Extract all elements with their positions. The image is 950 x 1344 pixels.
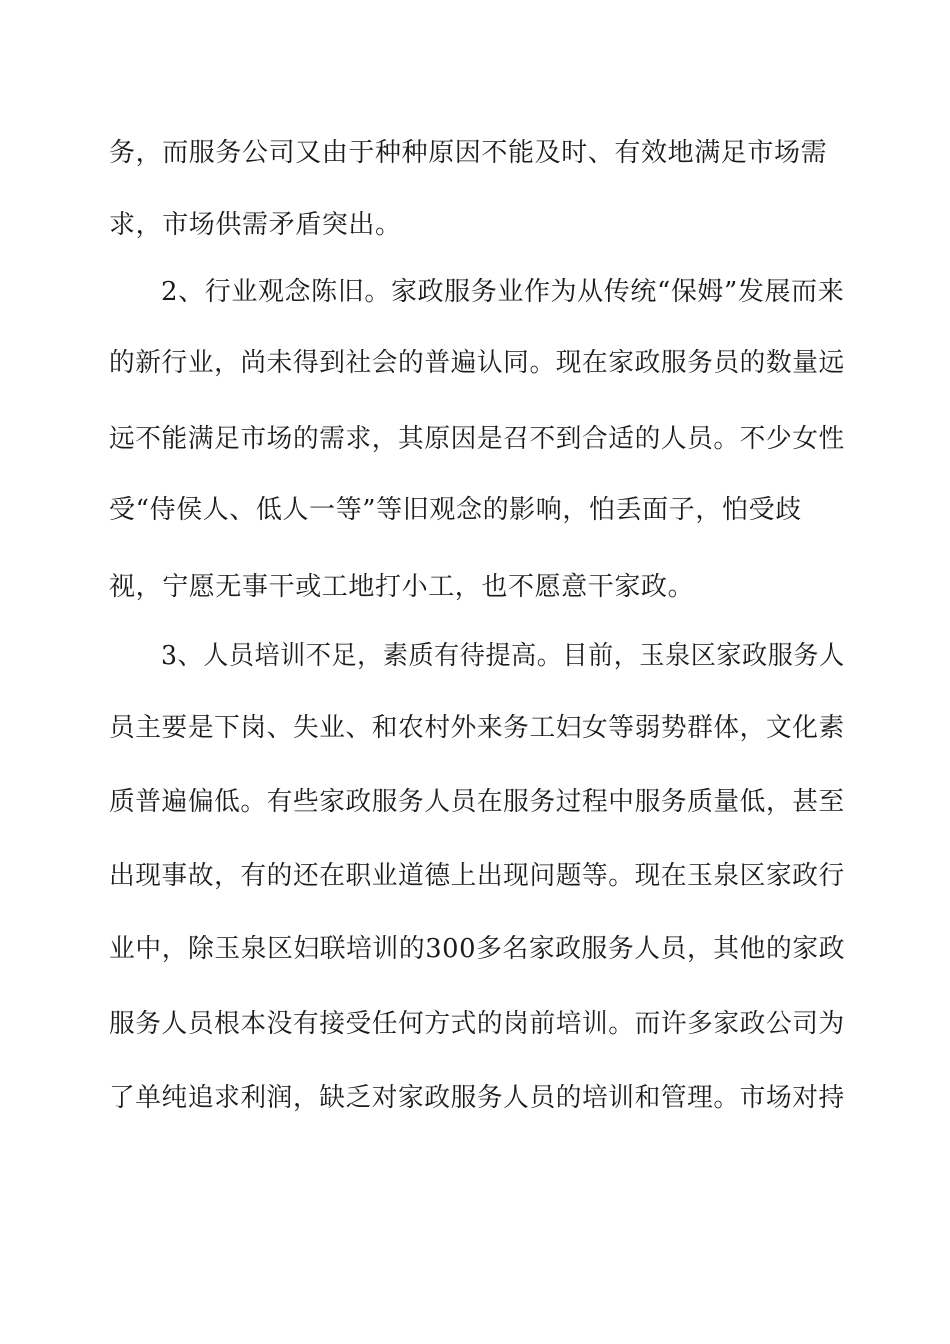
text-line: 了单纯追求利润，缺乏对家政服务人员的培训和管理。市场对持 (109, 1083, 845, 1113)
text-line: 业中，除玉泉区妇联培训的300多名家政服务人员，其他的家政 (109, 934, 846, 964)
text-line: 视，宁愿无事干或工地打小工，也不愿意干家政。 (109, 572, 695, 602)
paragraph-2-first-line: 2、行业观念陈旧。家政服务业作为从传统“保姆”发展而来 (161, 277, 845, 307)
paragraph-3-first-line: 3、人员培训不足，素质有待提高。目前，玉泉区家政服务人 (161, 641, 845, 671)
text-line: 员主要是下岗、失业、和农村外来务工妇女等弱势群体，文化素 (109, 713, 845, 743)
text-line: 远不能满足市场的需求，其原因是召不到合适的人员。不少女性 (109, 424, 845, 454)
text-line: 的新行业，尚未得到社会的普遍认同。现在家政服务员的数量远 (109, 348, 845, 378)
text-line: 求，市场供需矛盾突出。 (109, 210, 402, 240)
text-line: 质普遍偏低。有些家政服务人员在服务过程中服务质量低，甚至 (109, 787, 845, 817)
text-line: 务，而服务公司又由于种种原因不能及时、有效地满足市场需 (109, 138, 828, 168)
text-line: 受“侍侯人、低人一等”等旧观念的影响，怕丢面子，怕受歧 (109, 495, 802, 525)
text-line: 服务人员根本没有接受任何方式的岗前培训。而许多家政公司为 (109, 1009, 845, 1039)
text-line: 出现事故，有的还在职业道德上出现问题等。现在玉泉区家政行 (109, 861, 845, 891)
